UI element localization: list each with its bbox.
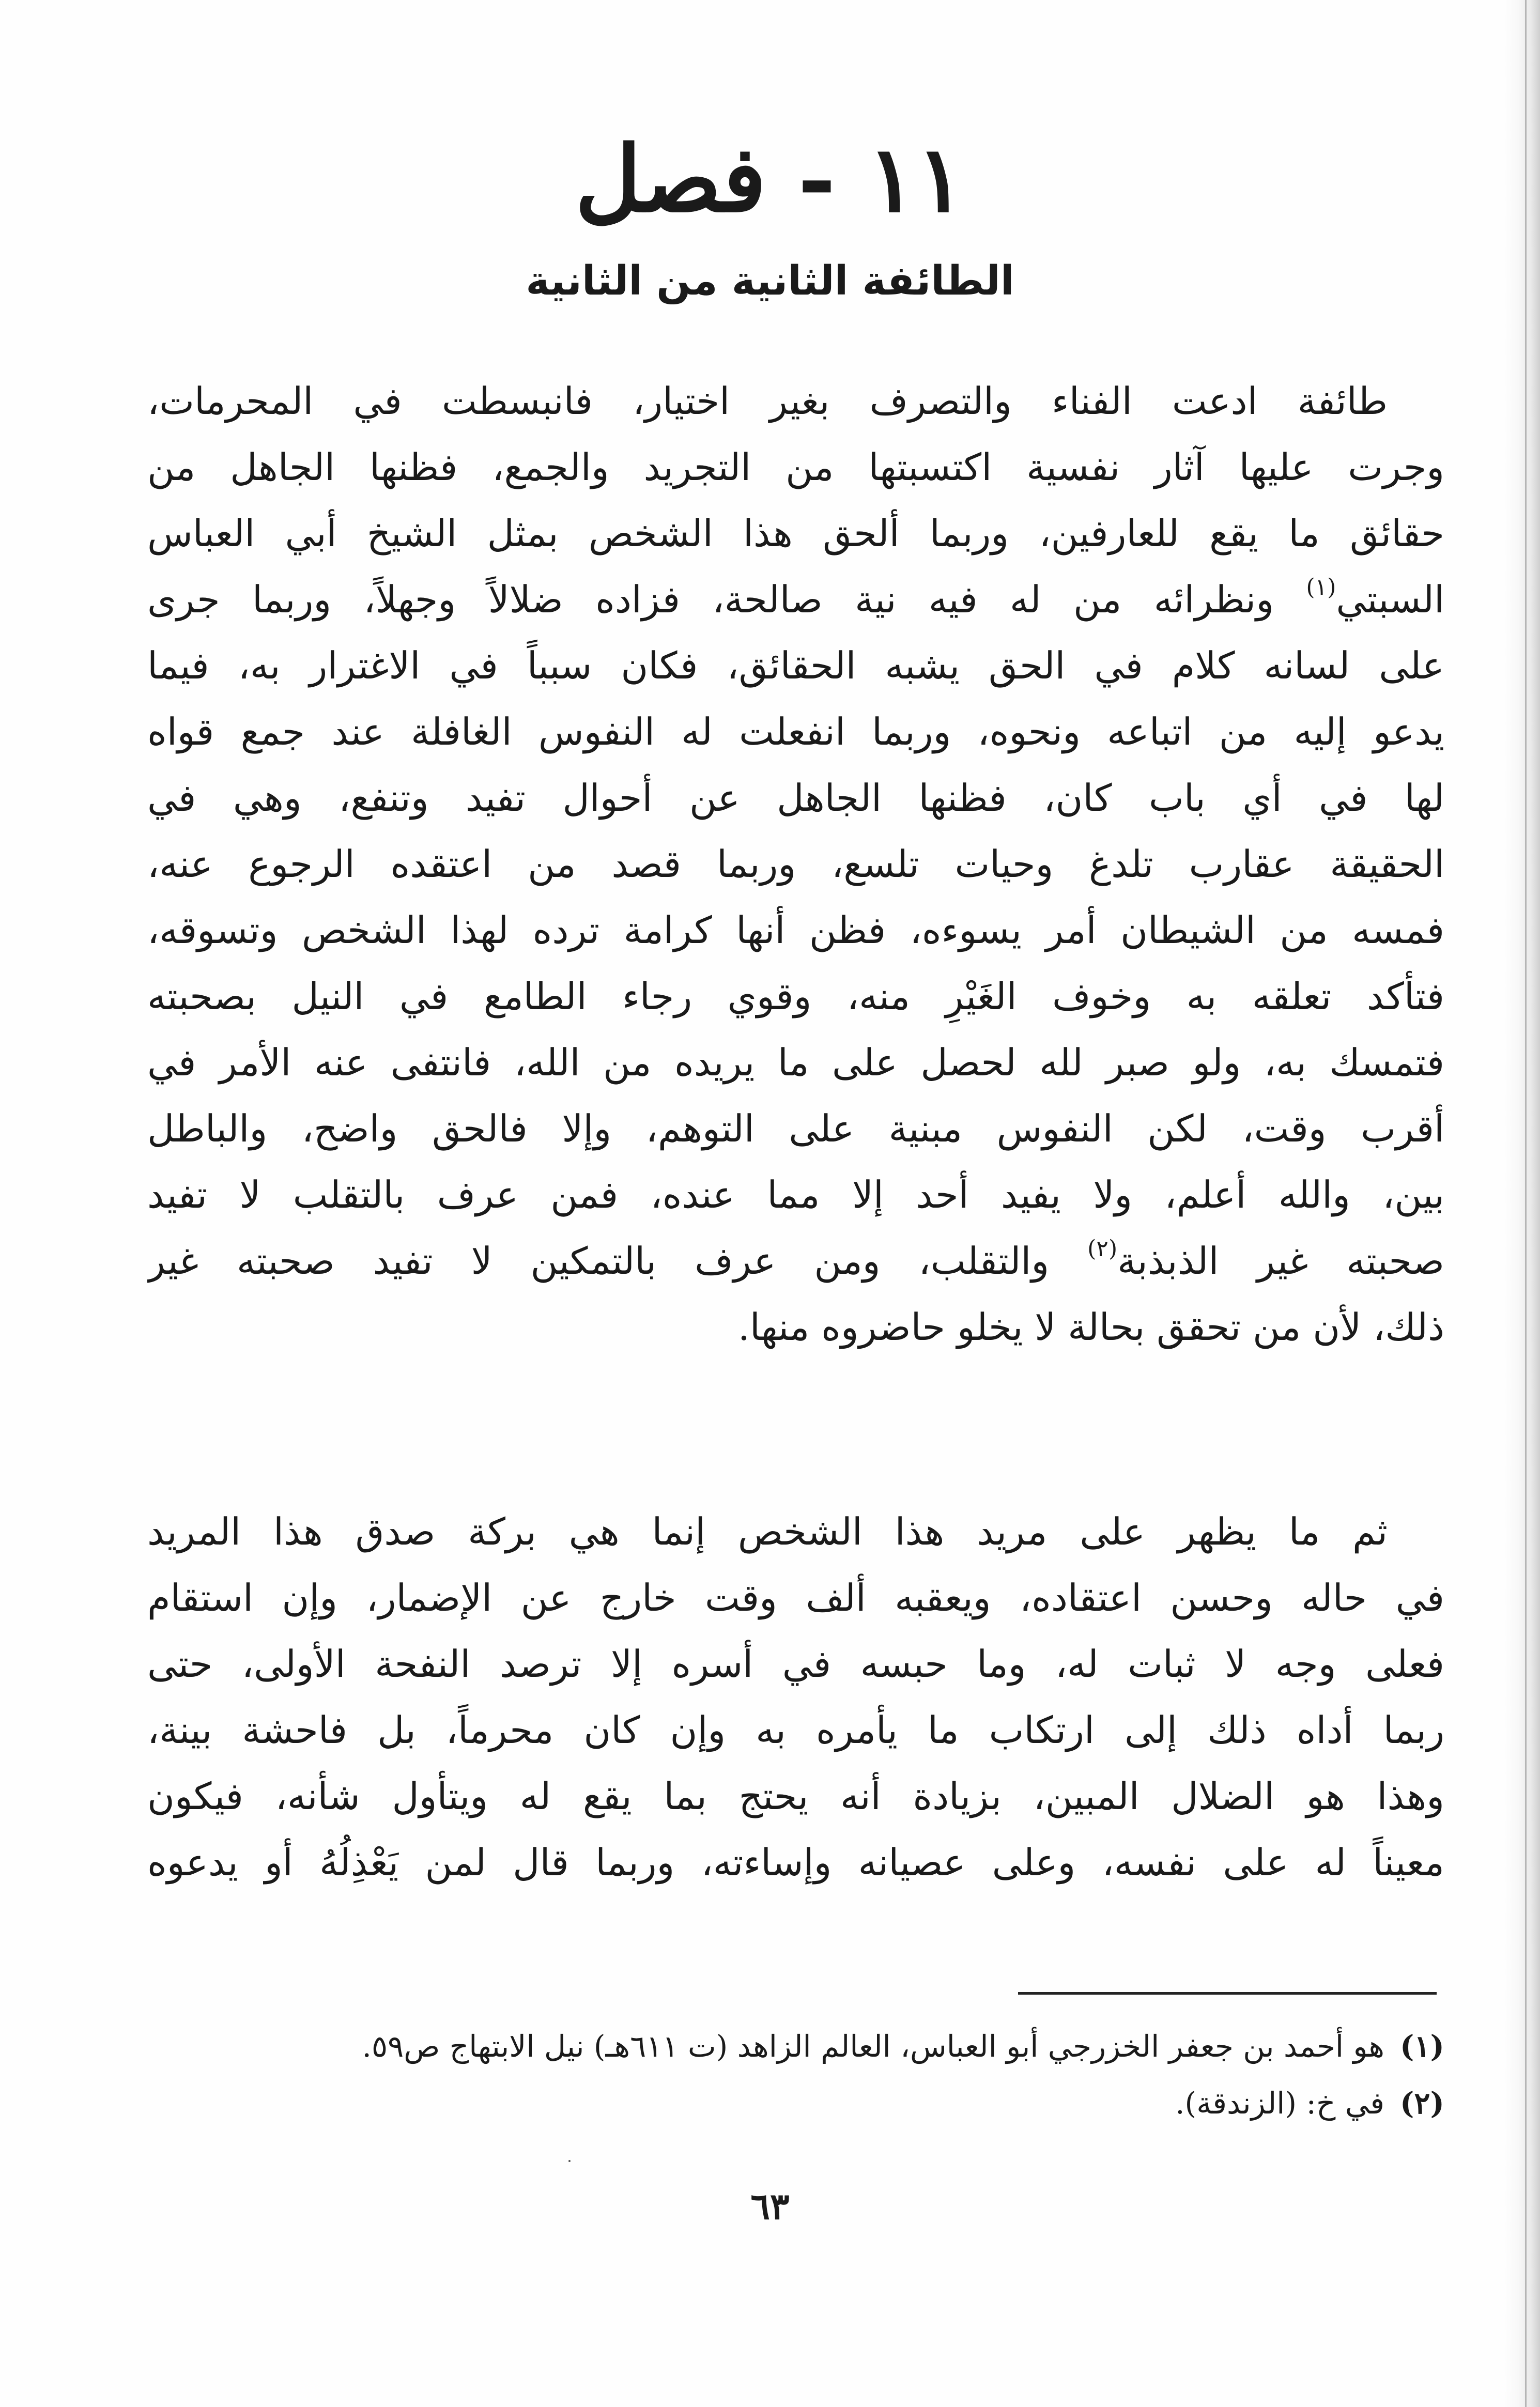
footnotes bbox=[147, 2018, 1444, 2132]
footnote-2 bbox=[147, 2075, 1444, 2132]
paragraph-line: ذلك، لأن من تحقق بحالة لا يخلو حاضروه منها. bbox=[737, 1305, 1444, 1349]
footnote-text: هو أحمد بن جعفر الخزرجي أبو العباس، العالم الزاهد (ت ٦١١هـ) نيل الابتهاج ص٥٩. bbox=[362, 2029, 1384, 2064]
paragraph-line: لها في أي باب كان، فظنها الجاهل عن أحوال تفيد وتنفع، وهي في bbox=[147, 776, 1444, 820]
binding-shadow bbox=[1504, 0, 1540, 2407]
line-head: السبتي bbox=[1336, 578, 1444, 621]
paragraph-line: بين، والله أعلم، ولا يفيد أحد إلا مما عنده، فمن عرف بالتقلب لا تفيد bbox=[147, 1173, 1444, 1216]
paragraph-line-with-footnote bbox=[147, 1228, 1444, 1294]
paragraph-line: ثم ما يظهر على مريد هذا الشخص إنما هي بركة صدق هذا المريد bbox=[147, 1510, 1388, 1553]
binding-edge bbox=[1525, 0, 1527, 2407]
paragraph-line: يدعو إليه من اتباعه ونحوه، وربما انفعلت له النفوس الغافلة عند جمع قواه bbox=[147, 710, 1444, 753]
paragraph-line: وهذا هو الضلال المبين، بزيادة أنه يحتج بما يقع له ويتأول شأنه، فيكون bbox=[147, 1775, 1444, 1818]
paragraph-line: حقائق ما يقع للعارفين، وربما ألحق هذا الشخص بمثل الشيخ أبي العباس bbox=[147, 512, 1444, 555]
footnote-text: في خ: (الزندقة). bbox=[1175, 2086, 1384, 2121]
line-tail: ونظرائه من له فيه نية صالحة، فزاده ضلالاً وجهلاً، وربما جرى bbox=[147, 578, 1306, 621]
paragraph-line: أقرب وقت، لكن النفوس مبنية على التوهم، وإلا فالحق واضح، والباطل bbox=[147, 1107, 1444, 1150]
paragraph-line: ربما أداه ذلك إلى ارتكاب ما يأمره به وإن كان محرماً، بل فاحشة بينة، bbox=[147, 1708, 1444, 1752]
paragraph-line: على لسانه كلام في الحق يشبه الحقائق، فكان سبباً في الاغترار به، فيما bbox=[147, 644, 1444, 687]
footnote-number: (١) bbox=[1399, 2029, 1444, 2064]
chapter-heading: ١١ - فصل bbox=[575, 126, 965, 233]
footnote-1 bbox=[147, 2018, 1444, 2075]
footnote-number: (٢) bbox=[1399, 2086, 1444, 2121]
footnote-divider bbox=[1018, 1992, 1437, 1995]
page-number: ٦٣ bbox=[750, 2185, 790, 2228]
section-subtitle: الطائفة الثانية من الثانية bbox=[526, 258, 1014, 304]
paragraph-line: معيناً له على نفسه، وعلى عصيانه وإساءته، وربما قال لمن يَعْذِلُهُ أو يدعوه bbox=[147, 1841, 1444, 1884]
line-tail: والتقلب، ومن عرف بالتمكين لا تفيد صحبته غير bbox=[147, 1239, 1088, 1283]
paragraph-2 bbox=[147, 1499, 1444, 1895]
paragraph-line: فتأكد تعلقه به وخوف الغَيْرِ منه، وقوي رجاء الطامع في النيل بصحبته bbox=[147, 975, 1444, 1018]
paragraph-line: طائفة ادعت الفناء والتصرف بغير اختيار، فانبسطت في المحرمات، bbox=[147, 379, 1388, 423]
paragraph-line: الحقيقة عقارب تلدغ وحيات تلسع، وربما قصد من اعتقده الرجوع عنه، bbox=[147, 842, 1444, 886]
paragraph-line: فمسه من الشيطان أمر يسوءه، فظن أنها كرامة ترده لهذا الشخص وتسوقه، bbox=[147, 908, 1444, 952]
paragraph-line: في حاله وحسن اعتقاده، ويعقبه ألف وقت خارج عن الإضمار، وإن استقام bbox=[147, 1576, 1444, 1619]
paragraph-line: فتمسك به، ولو صبر لله لحصل على ما يريده من الله، فانتفى عنه الأمر في bbox=[147, 1041, 1444, 1084]
paragraph-line: فعلى وجه لا ثبات له، وما حبسه في أسره إلا ترصد النفحة الأولى، حتى bbox=[147, 1642, 1444, 1686]
footnote-ref-2[interactable]: (٢) bbox=[1087, 1236, 1118, 1262]
line-head: صحبته غير الذبذبة bbox=[1117, 1239, 1444, 1283]
footnote-ref-1[interactable]: (١) bbox=[1306, 574, 1336, 600]
paragraph-line: وجرت عليها آثار نفسية اكتسبتها من التجريد والجمع، فظنها الجاهل من bbox=[147, 445, 1444, 489]
paragraph-1 bbox=[147, 368, 1444, 1360]
paragraph-line-with-footnote bbox=[147, 566, 1444, 632]
scan-speck bbox=[568, 2160, 571, 2162]
